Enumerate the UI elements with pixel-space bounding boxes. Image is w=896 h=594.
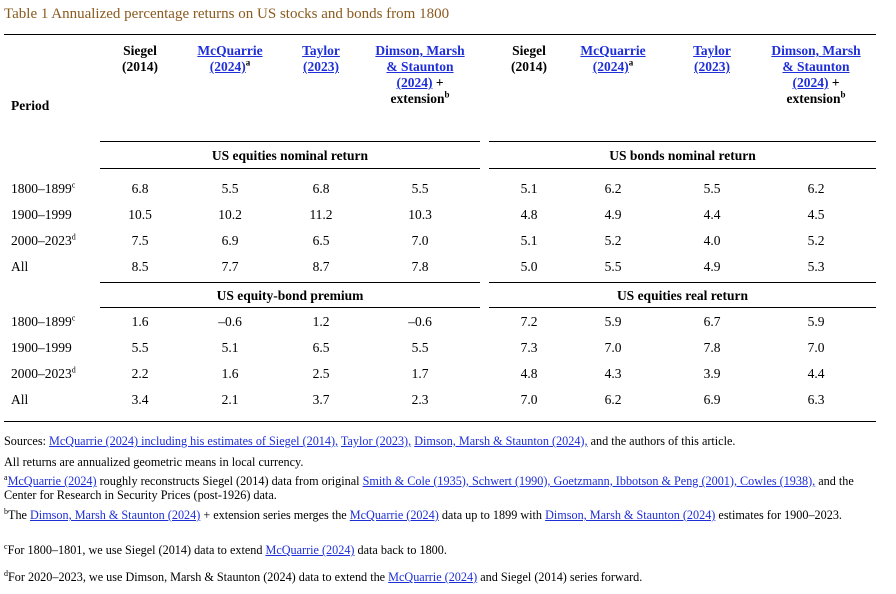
footnote-marker: d: [4, 568, 8, 578]
footnote-marker: a: [4, 472, 8, 482]
original-sources-link[interactable]: Smith & Cole (1935), Schwert (1990), Goetzmann, Ibbotson & Peng (2001), Cowles (1938),: [362, 474, 816, 488]
table-cell: 1.7: [411, 366, 429, 381]
group-rule: [100, 141, 480, 142]
table-cell: 1.6: [221, 366, 239, 381]
table-cell: 4.3: [604, 366, 622, 381]
footnote-d: [4, 570, 880, 584]
mcquarrie-link[interactable]: McQuarrie: [197, 43, 263, 58]
row-period-label: [11, 366, 76, 382]
table-cell: 4.5: [807, 207, 825, 222]
header-text: extension: [786, 91, 841, 106]
dms-link[interactable]: Dimson, Marsh: [771, 43, 861, 58]
dms-note-link[interactable]: Dimson, Marsh & Staunton (2024): [545, 508, 716, 522]
table-row: [0, 233, 896, 251]
footnote-marker: b: [4, 506, 8, 516]
row-period-label: [11, 207, 72, 223]
header-mcquarrie-right[interactable]: [573, 43, 653, 75]
period-header: Period: [11, 98, 50, 113]
table-cell: 7.7: [221, 259, 239, 274]
note-text: and the Center for Research in Security Prices (post-1926) data.: [4, 474, 854, 502]
period-text: 1900–1999: [11, 340, 72, 355]
table-cell: 10.2: [218, 207, 242, 222]
footnote-a: [4, 474, 880, 502]
footnote-b: [4, 508, 880, 522]
table-row: [0, 314, 896, 332]
header-text: +: [828, 75, 840, 90]
table-cell: 5.5: [411, 181, 429, 196]
group-rule: [489, 168, 876, 169]
taylor-link[interactable]: Taylor: [693, 43, 731, 58]
taylor-link[interactable]: Taylor: [302, 43, 340, 58]
group-rule: [100, 307, 480, 308]
table-cell: 1.6: [131, 314, 149, 329]
table-cell: 7.3: [520, 340, 538, 355]
note-text: + extension series merges the: [200, 508, 350, 522]
mcquarrie-note-link[interactable]: McQuarrie (2024): [265, 543, 355, 557]
table-cell: 7.5: [131, 233, 149, 248]
footnote-marker: c: [71, 313, 76, 323]
bottom-rule: [4, 421, 876, 422]
dms-link-2[interactable]: & Staunton: [782, 59, 850, 74]
table-cell: 4.8: [520, 366, 538, 381]
table-caption: Table 1 Annualized percentage returns on US stocks and bonds from 1800: [4, 6, 450, 22]
table-cell: 8.7: [312, 259, 330, 274]
note-text: and Siegel (2014) series forward.: [477, 570, 643, 584]
note-text: Sources:: [4, 434, 50, 448]
table-cell: 4.9: [703, 259, 721, 274]
table-cell: 6.2: [604, 392, 622, 407]
note-text: The: [8, 508, 30, 522]
header-dms-left[interactable]: [360, 43, 480, 107]
note-text: For 1800–1801, we use Siegel (2014) data to extend: [7, 543, 266, 557]
taylor-year-link[interactable]: (2023): [694, 59, 730, 74]
table-cell: 5.9: [604, 314, 622, 329]
group-rule: [100, 282, 480, 283]
group-rule: [489, 282, 876, 283]
table-cell: 4.0: [703, 233, 721, 248]
table-cell: 5.5: [604, 259, 622, 274]
table-cell: 5.5: [131, 340, 149, 355]
row-period-label: [11, 340, 72, 356]
header-taylor-right[interactable]: [672, 43, 752, 75]
table-cell: 6.8: [131, 181, 149, 196]
table-cell: 7.2: [520, 314, 538, 329]
table-cell: 5.3: [807, 259, 825, 274]
table-cell: 5.9: [807, 314, 825, 329]
group-equities-real: US equities real return: [616, 288, 749, 303]
table-row: [0, 207, 896, 225]
table-cell: 7.8: [703, 340, 721, 355]
row-period-label: [11, 314, 75, 330]
geometric-note: All returns are annualized geometric means in local currency.: [4, 455, 304, 469]
table-cell: 6.3: [807, 392, 825, 407]
table-cell: 5.0: [520, 259, 538, 274]
note-text: estimates for 1900–2023.: [715, 508, 842, 522]
footnote-marker: b: [444, 89, 450, 100]
table-cell: 3.4: [131, 392, 149, 407]
table-cell: –0.6: [218, 314, 242, 329]
period-text: 2000–2023: [11, 366, 72, 381]
dms-note-link[interactable]: Dimson, Marsh & Staunton (2024): [30, 508, 201, 522]
footnote-marker: a: [628, 57, 634, 68]
table-cell: 7.0: [520, 392, 538, 407]
table-row: [0, 259, 896, 277]
table-row: [0, 340, 896, 358]
footnote-marker: d: [71, 365, 76, 375]
header-text: (2014): [511, 59, 547, 74]
table-cell: 11.2: [309, 207, 333, 222]
table-cell: 5.2: [604, 233, 622, 248]
table-cell: 5.2: [807, 233, 825, 248]
table-cell: 7.8: [411, 259, 429, 274]
header-text: (2014): [122, 59, 158, 74]
table-cell: 5.5: [221, 181, 239, 196]
dms-source-link[interactable]: Dimson, Marsh & Staunton (2024),: [414, 434, 588, 448]
row-period-label: [11, 259, 28, 275]
note-text: data back to 1800.: [354, 543, 447, 557]
table-cell: 6.9: [703, 392, 721, 407]
period-text: 2000–2023: [11, 233, 72, 248]
taylor-year-link[interactable]: (2023): [303, 59, 339, 74]
mcquarrie-year-link[interactable]: (2024): [209, 59, 246, 74]
table-row: [0, 366, 896, 384]
group-bonds-nominal: US bonds nominal return: [609, 148, 756, 163]
mcquarrie-year-link[interactable]: (2024): [592, 59, 629, 74]
table-cell: 5.1: [221, 340, 239, 355]
table-cell: 6.8: [312, 181, 330, 196]
table-cell: 6.5: [312, 233, 330, 248]
dms-year-link[interactable]: (2024): [396, 75, 433, 90]
dms-link[interactable]: Dimson, Marsh: [375, 43, 465, 58]
sources-note: [4, 434, 880, 448]
table-cell: 10.3: [408, 207, 432, 222]
table-cell: 4.4: [703, 207, 721, 222]
group-rule: [100, 168, 480, 169]
footnote-marker: c: [4, 541, 8, 551]
table-cell: 6.2: [604, 181, 622, 196]
table-cell: 5.5: [411, 340, 429, 355]
dms-year-link[interactable]: (2024): [792, 75, 829, 90]
table-cell: –0.6: [408, 314, 432, 329]
table-cell: 3.7: [312, 392, 330, 407]
period-text: All: [11, 259, 29, 274]
table-cell: 7.0: [807, 340, 825, 355]
header-siegel-left: [100, 43, 180, 75]
footnote-c: [4, 543, 880, 557]
table-cell: 7.0: [604, 340, 622, 355]
row-period-label: [11, 392, 28, 408]
mcquarrie-note-link[interactable]: McQuarrie (2024): [388, 570, 478, 584]
period-text: 1800–1899: [11, 181, 72, 196]
row-period-label: [11, 233, 76, 249]
header-text: Siegel: [123, 43, 157, 58]
table-cell: 6.2: [807, 181, 825, 196]
period-text: 1900–1999: [11, 207, 72, 222]
table-row: [0, 181, 896, 199]
note-text: roughly reconstructs Siegel (2014) data from original: [96, 474, 363, 488]
mcquarrie-note-link[interactable]: McQuarrie (2024): [7, 474, 97, 488]
mcquarrie-link[interactable]: McQuarrie: [580, 43, 646, 58]
table-cell: 4.9: [604, 207, 622, 222]
mcquarrie-note-link[interactable]: McQuarrie (2024): [349, 508, 439, 522]
footnote-marker: a: [245, 57, 251, 68]
mcquarrie-source-link[interactable]: McQuarrie (2024) including his estimates of Siegel (2014),: [49, 434, 339, 448]
header-mcquarrie-left[interactable]: [190, 43, 270, 75]
top-rule: [4, 34, 876, 35]
note-text: data up to 1899 with: [438, 508, 546, 522]
table-cell: 5.1: [520, 181, 538, 196]
footnote-marker: b: [840, 89, 846, 100]
footnote-marker: c: [71, 180, 76, 190]
table-cell: 6.5: [312, 340, 330, 355]
table-cell: 2.2: [131, 366, 149, 381]
header-siegel-right: [489, 43, 569, 75]
note-text: For 2020–2023, we use Dimson, Marsh & Staunton (2024) data to extend the: [8, 570, 389, 584]
table-cell: 1.2: [312, 314, 330, 329]
header-text: +: [432, 75, 444, 90]
table-cell: 2.1: [221, 392, 239, 407]
taylor-source-link[interactable]: Taylor (2023),: [340, 434, 412, 448]
table-cell: 8.5: [131, 259, 149, 274]
table-cell: 2.3: [411, 392, 429, 407]
table-cell: 5.1: [520, 233, 538, 248]
group-rule: [489, 141, 876, 142]
header-dms-right[interactable]: [756, 43, 876, 107]
group-rule: [489, 307, 876, 308]
table-cell: 6.7: [703, 314, 721, 329]
table-cell: 10.5: [128, 207, 152, 222]
table-cell: 2.5: [312, 366, 330, 381]
group-equity-bond-premium: US equity-bond premium: [216, 288, 364, 303]
table-cell: 6.9: [221, 233, 239, 248]
table-cell: 5.5: [703, 181, 721, 196]
footnote-marker: d: [71, 232, 76, 242]
period-text: All: [11, 392, 29, 407]
period-text: 1800–1899: [11, 314, 72, 329]
table-cell: 3.9: [703, 366, 721, 381]
header-text: Siegel: [512, 43, 546, 58]
table-cell: 4.4: [807, 366, 825, 381]
row-period-label: [11, 181, 75, 197]
note-text: and the authors of this article.: [587, 434, 736, 448]
table-cell: 7.0: [411, 233, 429, 248]
table-cell: 4.8: [520, 207, 538, 222]
group-equities-nominal: US equities nominal return: [211, 148, 369, 163]
header-text: extension: [390, 91, 445, 106]
dms-link-2[interactable]: & Staunton: [386, 59, 454, 74]
table-row: [0, 392, 896, 410]
header-taylor-left[interactable]: [281, 43, 361, 75]
